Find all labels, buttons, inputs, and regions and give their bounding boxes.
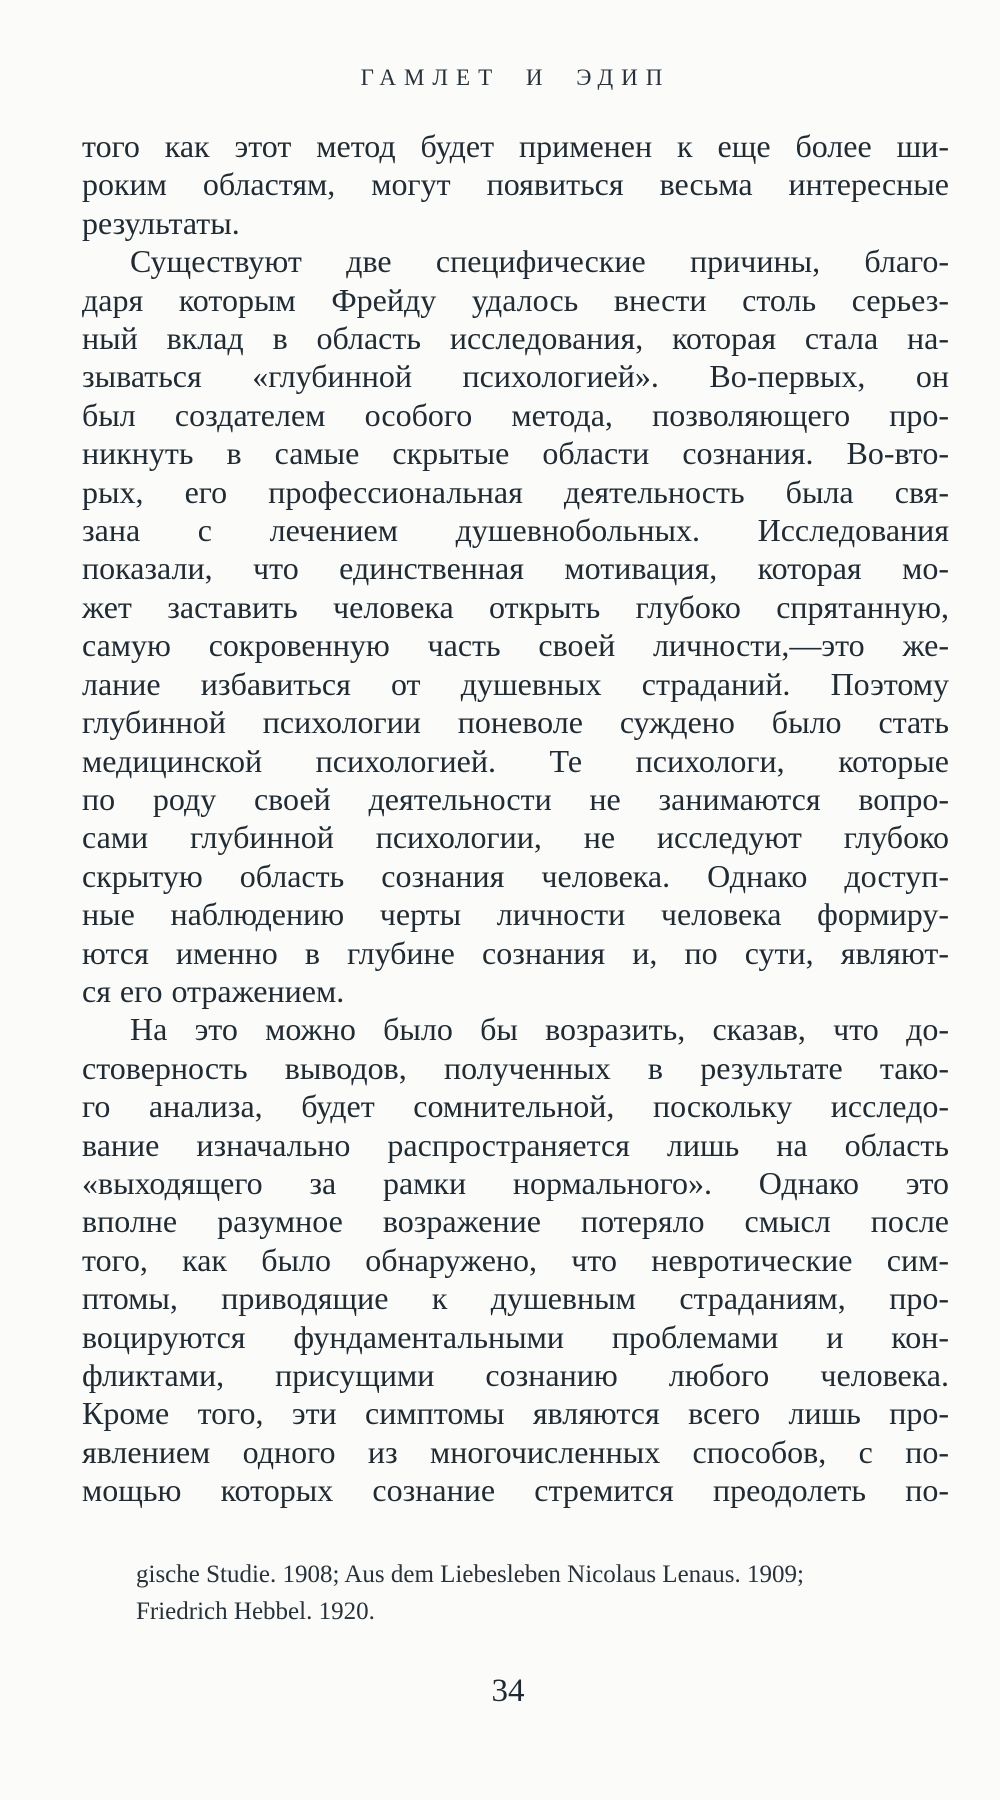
text-line: жет заставить человека открыть глубоко спрятанную,	[82, 588, 949, 625]
page-number: 34	[491, 1673, 525, 1709]
text-line: фликтами, присущими сознанию любого человека.	[82, 1357, 949, 1393]
text-line: скрытую область сознания человека. Однако доступ-	[82, 857, 949, 894]
footnote-line: Friedrich Hebbel. 1920.	[136, 1598, 375, 1625]
text-line: роким областям, могут появиться весьма интересные	[82, 166, 949, 203]
text-line: Существуют две специфические причины, благо-	[130, 243, 949, 280]
text-line: вание изначально распространяется лишь на область	[82, 1126, 949, 1163]
text-line: результаты.	[82, 204, 240, 241]
body-text	[82, 127, 949, 1510]
text-line: «выходящего за рамки нормального». Однако это	[82, 1164, 949, 1201]
text-line: самую сокровенную часть своей личности,—это же-	[82, 627, 949, 664]
text-line: ся его отражением.	[82, 972, 345, 1009]
running-header: ГАМЛЕТ И ЭДИП	[360, 65, 671, 90]
footnote	[136, 1556, 951, 1630]
text-line: ются именно в глубине сознания и, по сути, являют-	[82, 934, 949, 971]
text-line: того, как было обнаружено, что невротические сим-	[82, 1241, 949, 1278]
text-line: был создателем особого метода, позволяющего про-	[82, 396, 949, 433]
footnote-line: gische Studie. 1908; Aus dem Liebesleben Nicolaus Lenaus. 1909;	[136, 1561, 804, 1588]
text-line: сами глубинной психологии, не исследуют глубоко	[82, 819, 949, 856]
text-line: Кроме того, эти симптомы являются всего лишь про-	[82, 1395, 949, 1432]
text-line: зана с лечением душевнобольных. Исследования	[82, 512, 949, 549]
text-line: показали, что единственная мотивация, которая мо-	[82, 550, 949, 587]
text-line: птомы, приводящие к душевным страданиям, про-	[82, 1280, 949, 1317]
text-line: го анализа, будет сомнительной, поскольку исследо-	[82, 1088, 949, 1125]
text-line: стоверность выводов, полученных в результате тако-	[82, 1049, 949, 1086]
text-line: вполне разумное возражение потеряло смысл после	[82, 1203, 949, 1240]
text-line: лание избавиться от душевных страданий. Поэтому	[82, 665, 949, 702]
text-line: рых, его профессиональная деятельность была свя-	[82, 473, 949, 510]
text-line: явлением одного из многочисленных способов, с по-	[82, 1433, 949, 1470]
text-line: даря которым Фрейду удалось внести столь серьез-	[82, 281, 949, 318]
text-line: того как этот метод будет применен к еще более ши-	[82, 128, 949, 164]
text-line: ный вклад в область исследования, которая стала на-	[82, 320, 949, 357]
text-line: по роду своей деятельности не занимаются вопро-	[82, 780, 949, 817]
text-line: мощью которых сознание стремится преодолеть по-	[82, 1472, 949, 1509]
text-line: воцируются фундаментальными проблемами и кон-	[82, 1318, 949, 1355]
text-line: На это можно было бы возразить, сказав, что до-	[130, 1011, 949, 1048]
text-line: глубинной психологии поневоле суждено было стать	[82, 704, 949, 741]
text-line: ные наблюдению черты личности человека формиру-	[82, 896, 949, 933]
text-line: медицинской психологией. Те психологи, которые	[82, 742, 949, 779]
text-line: зываться «глубинной психологией». Во-первых, он	[82, 358, 949, 395]
text-line: никнуть в самые скрытые области сознания. Во-вто-	[82, 435, 949, 472]
